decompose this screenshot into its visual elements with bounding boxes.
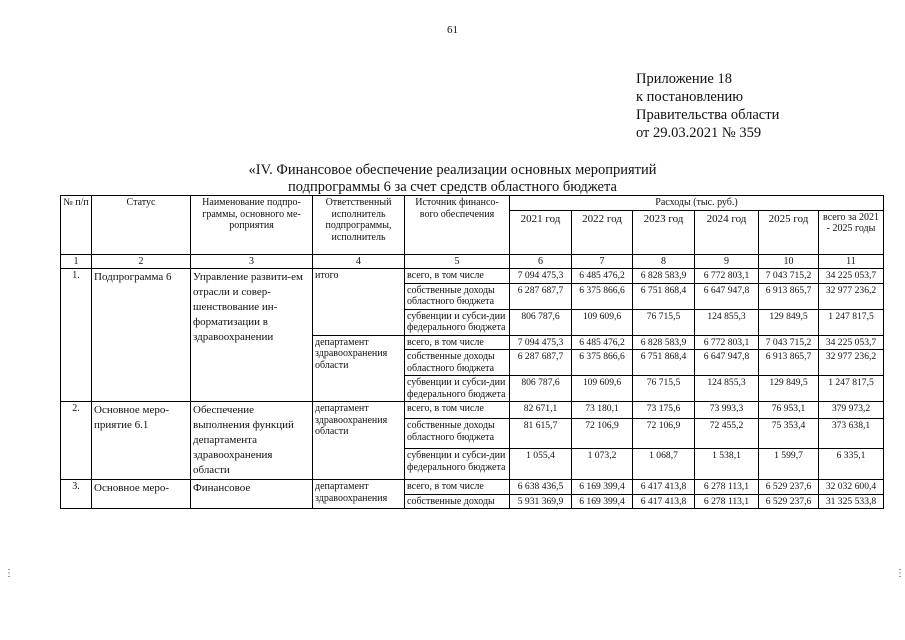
row-value: 72 106,9 — [633, 419, 695, 449]
table-row — [61, 402, 884, 419]
row-value: 7 094 475,3 — [510, 335, 572, 350]
row-value: 34 225 053,7 — [819, 269, 884, 284]
page-number: 61 — [447, 24, 458, 36]
header-status: Статус — [92, 196, 191, 255]
header-num: № п/п — [61, 196, 92, 255]
row-executor: итого — [313, 269, 405, 336]
header-year-2021: 2021 год — [510, 210, 572, 254]
row-value: 6 828 583,9 — [633, 335, 695, 350]
row-value: 73 993,3 — [695, 402, 759, 419]
row-value: 75 353,4 — [759, 419, 819, 449]
row-value: 109 609,6 — [572, 309, 633, 335]
row-value: 7 094 475,3 — [510, 269, 572, 284]
row-source: собственные доходы областного бюджета — [405, 350, 510, 376]
row-status: Основное меро-приятие 6.1 — [92, 402, 191, 480]
row-name: Обеспечение выполнения функций департамента здравоохранения области — [191, 402, 313, 480]
row-value: 6 772 803,1 — [695, 335, 759, 350]
row-value: 32 977 236,2 — [819, 350, 884, 376]
table-row — [61, 269, 884, 284]
row-source: собственные доходы — [405, 494, 510, 509]
row-value: 6 751 868,4 — [633, 283, 695, 309]
row-value: 76 715,5 — [633, 309, 695, 335]
row-value: 6 828 583,9 — [633, 269, 695, 284]
row-source: субвенции и субси-дии федерального бюджета — [405, 309, 510, 335]
row-value: 73 180,1 — [572, 402, 633, 419]
row-status: Основное меро- — [92, 480, 191, 509]
row-value: 1 538,1 — [695, 449, 759, 480]
row-value: 806 787,6 — [510, 309, 572, 335]
row-value: 6 638 436,5 — [510, 480, 572, 495]
row-value: 6 913 865,7 — [759, 283, 819, 309]
column-number: 2 — [92, 254, 191, 269]
row-source: субвенции и субси-дии федерального бюджета — [405, 449, 510, 480]
row-value: 6 169 399,4 — [572, 494, 633, 509]
row-value: 7 043 715,2 — [759, 335, 819, 350]
row-value: 6 772 803,1 — [695, 269, 759, 284]
row-value: 6 375 866,6 — [572, 283, 633, 309]
column-number: 4 — [313, 254, 405, 269]
title-line: подпрограммы 6 за счет средств областного бюджета — [288, 179, 617, 195]
row-value: 1 055,4 — [510, 449, 572, 480]
row-number: 2. — [61, 402, 92, 480]
header-name: Наименование подпро-граммы, основного ме-роприятия — [191, 196, 313, 255]
row-value: 6 417 413,8 — [633, 494, 695, 509]
row-value: 6 287 687,7 — [510, 283, 572, 309]
row-value: 1 068,7 — [633, 449, 695, 480]
header-executor: Ответственный исполнитель подпрограммы, исполнитель — [313, 196, 405, 255]
row-value: 6 278 113,1 — [695, 480, 759, 495]
row-value: 5 931 369,9 — [510, 494, 572, 509]
column-number: 5 — [405, 254, 510, 269]
row-source: субвенции и субси-дии федерального бюджета — [405, 376, 510, 402]
row-value: 124 855,3 — [695, 376, 759, 402]
header-year-2023: 2023 год — [633, 210, 695, 254]
row-source: всего, в том числе — [405, 269, 510, 284]
financing-table — [60, 195, 884, 509]
row-value: 1 073,2 — [572, 449, 633, 480]
column-number: 10 — [759, 254, 819, 269]
row-value: 6 375 866,6 — [572, 350, 633, 376]
row-value: 6 485 476,2 — [572, 335, 633, 350]
column-number: 6 — [510, 254, 572, 269]
row-value: 129 849,5 — [759, 376, 819, 402]
row-source: собственные доходы областного бюджета — [405, 283, 510, 309]
header-source: Источник финансо-вого обеспечения — [405, 196, 510, 255]
row-executor: департамент здравоохранения области — [313, 402, 405, 480]
row-executor: департамент здравоохранения — [313, 480, 405, 509]
row-source: всего, в том числе — [405, 335, 510, 350]
column-number: 7 — [572, 254, 633, 269]
row-value: 6 913 865,7 — [759, 350, 819, 376]
row-value: 76 953,1 — [759, 402, 819, 419]
row-value: 7 043 715,2 — [759, 269, 819, 284]
row-value: 6 287 687,7 — [510, 350, 572, 376]
appendix-line: Приложение 18 — [636, 71, 732, 87]
row-source: всего, в том числе — [405, 480, 510, 495]
row-value: 72 106,9 — [572, 419, 633, 449]
row-value: 1 247 817,5 — [819, 376, 884, 402]
row-value: 34 225 053,7 — [819, 335, 884, 350]
column-number: 8 — [633, 254, 695, 269]
header-year-2025: 2025 год — [759, 210, 819, 254]
row-value: 6 278 113,1 — [695, 494, 759, 509]
row-value: 373 638,1 — [819, 419, 884, 449]
row-source: всего, в том числе — [405, 402, 510, 419]
row-value: 76 715,5 — [633, 376, 695, 402]
row-value: 124 855,3 — [695, 309, 759, 335]
appendix-line: к постановлению — [636, 89, 744, 105]
column-number: 1 — [61, 254, 92, 269]
row-value: 6 417 413,8 — [633, 480, 695, 495]
header-year-2024: 2024 год — [695, 210, 759, 254]
row-value: 81 615,7 — [510, 419, 572, 449]
row-number: 1. — [61, 269, 92, 402]
title-line: «IV. Финансовое обеспечение реализации основных мероприятий — [248, 162, 657, 178]
row-status: Подпрограмма 6 — [92, 269, 191, 402]
row-value: 1 247 817,5 — [819, 309, 884, 335]
row-source: собственные доходы областного бюджета — [405, 419, 510, 449]
document-title — [0, 162, 905, 196]
header-total: всего за 2021 - 2025 годы — [819, 210, 884, 254]
row-value: 806 787,6 — [510, 376, 572, 402]
row-value: 6 169 399,4 — [572, 480, 633, 495]
row-value: 6 335,1 — [819, 449, 884, 480]
scan-edge-mark: ⋮ — [895, 568, 905, 579]
appendix-line: Правительства области — [636, 107, 780, 123]
appendix-line: от 29.03.2021 № 359 — [636, 125, 762, 141]
row-value: 6 529 237,6 — [759, 494, 819, 509]
scan-edge-mark: ⋮ — [4, 568, 14, 579]
row-value: 82 671,1 — [510, 402, 572, 419]
row-value: 109 609,6 — [572, 376, 633, 402]
column-number: 11 — [819, 254, 884, 269]
row-value: 129 849,5 — [759, 309, 819, 335]
row-name: Управление развити-ем отрасли и совер-шенствование ин-форматизации в здравоохранении — [191, 269, 313, 402]
row-value: 1 599,7 — [759, 449, 819, 480]
row-value: 6 485 476,2 — [572, 269, 633, 284]
row-value: 72 455,2 — [695, 419, 759, 449]
header-expenses: Расходы (тыс. руб.) — [510, 196, 884, 211]
row-value: 379 973,2 — [819, 402, 884, 419]
table-row — [61, 480, 884, 495]
column-number-row — [61, 254, 884, 269]
column-number: 9 — [695, 254, 759, 269]
row-number: 3. — [61, 480, 92, 509]
column-number: 3 — [191, 254, 313, 269]
row-value: 32 977 236,2 — [819, 283, 884, 309]
row-name: Финансовое — [191, 480, 313, 509]
row-value: 73 175,6 — [633, 402, 695, 419]
appendix-block — [636, 70, 779, 142]
header-year-2022: 2022 год — [572, 210, 633, 254]
table-body — [61, 269, 884, 509]
row-value: 6 751 868,4 — [633, 350, 695, 376]
row-value: 6 647 947,8 — [695, 350, 759, 376]
row-executor: департамент здравоохранения области — [313, 335, 405, 402]
row-value: 31 325 533,8 — [819, 494, 884, 509]
row-value: 32 032 600,4 — [819, 480, 884, 495]
row-value: 6 647 947,8 — [695, 283, 759, 309]
row-value: 6 529 237,6 — [759, 480, 819, 495]
